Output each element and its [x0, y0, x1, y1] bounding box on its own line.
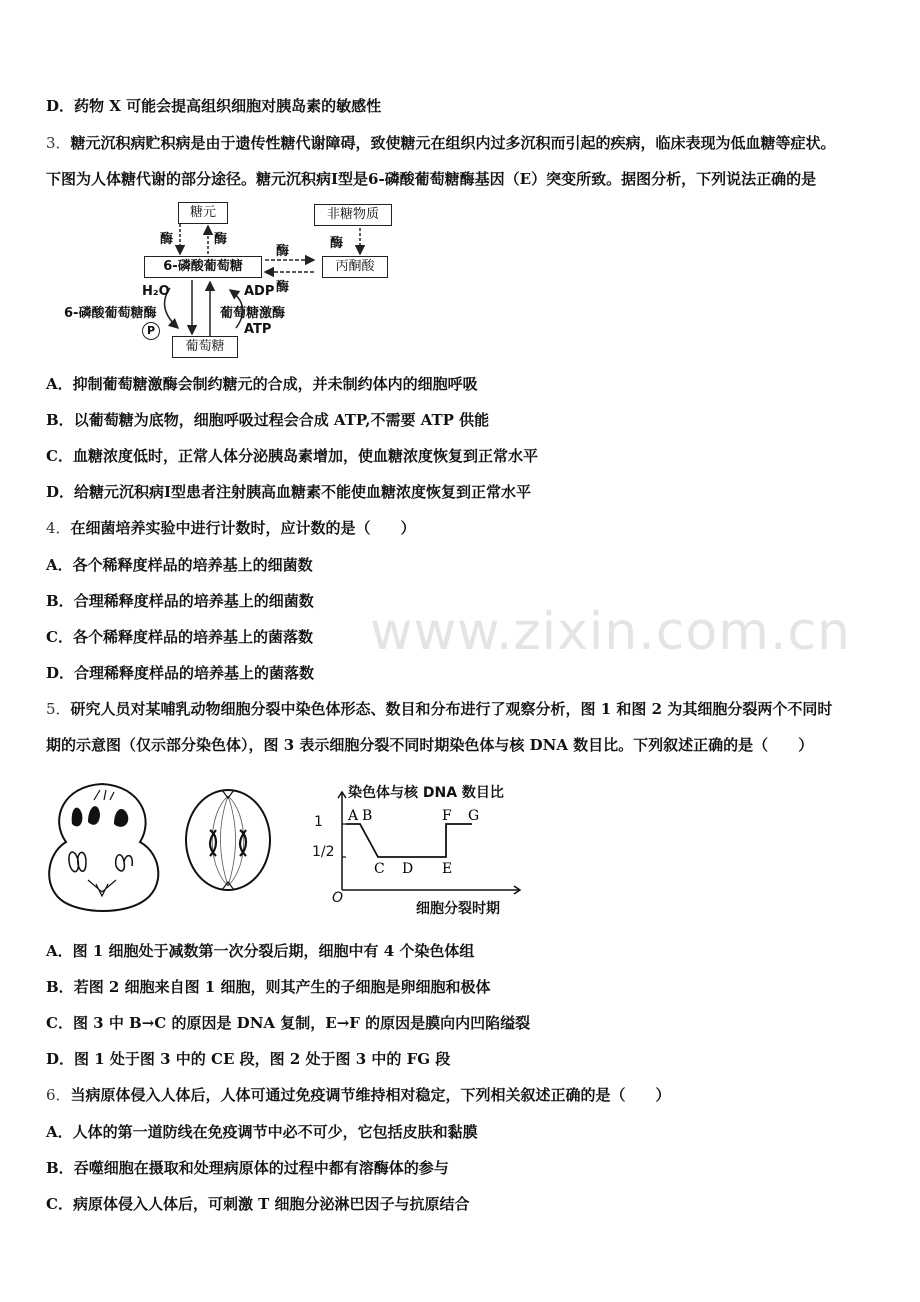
ytick-label: 1/2 [312, 844, 335, 860]
h2o-label: H₂O [142, 284, 170, 299]
option-text: 血糖浓度低时，正常人体分泌胰岛素增加，使血糖浓度恢复到正常水平 [72, 447, 538, 465]
stem-text: 糖元沉积病贮积病是由于遗传性糖代谢障碍，致使糖元在组织内过多沉积而引起的疾病，临床表现为低血糖等症状。 [70, 134, 836, 152]
option-text: 吞噬细胞在摄取和处理病原体的过程中都有溶酶体的参与 [73, 1159, 449, 1177]
option-text: 图 1 细胞处于减数第一次分裂后期，细胞中有 4 个染色体组 [72, 942, 475, 960]
stem-text: 当病原体侵入人体后，人体可通过免疫调节维持相对稳定，下列相关叙述正确的是（ ） [70, 1086, 671, 1104]
option-letter: B． [46, 411, 74, 429]
point-label: A [348, 808, 359, 824]
q5-stem-line1 [46, 699, 832, 719]
x-axis-label: 细胞分裂时期 [416, 901, 500, 917]
glucose-metabolism-diagram [60, 196, 410, 364]
atp-label: ATP [244, 322, 272, 337]
option-letter: A． [46, 556, 73, 574]
q3-stem-line2: 下图为人体糖代谢的部分途径。糖元沉积病I型是6-磷酸葡萄糖酶基因（E）突变所致。据图分析，下列说法正确的是 [46, 170, 817, 188]
option-text: 合理稀释度样品的培养基上的菌落数 [74, 664, 315, 682]
question-number: 3． [46, 134, 71, 152]
stem-text: 研究人员对某哺乳动物细胞分裂中染色体形态、数目和分布进行了观察分析，图 1 和图 2 为其细胞分裂两个不同时 [70, 700, 833, 718]
g6pase-label: 6-磷酸葡萄糖酶 [64, 306, 157, 321]
option-text: 人体的第一道防线在免疫调节中必不可少，它包括皮肤和黏膜 [72, 1123, 478, 1141]
q3-option-b [46, 410, 489, 430]
q2-option-d [46, 96, 381, 116]
q4-option-a [46, 555, 313, 575]
question-number: 4． [46, 519, 71, 537]
q3-stem-line1 [46, 133, 836, 153]
non-sugar-box: 非糖物质 [314, 204, 392, 226]
option-text: 图 1 处于图 3 中的 CE 段，图 2 处于图 3 中的 FG 段 [74, 1050, 451, 1068]
option-letter: C． [46, 447, 73, 465]
point-label: G [468, 808, 480, 824]
enzyme-label: 酶 [276, 244, 290, 259]
enzyme-label: 酶 [214, 232, 228, 247]
q3-option-c [46, 446, 538, 466]
option-letter: D． [46, 97, 75, 115]
option-text: 图 3 中 B→C 的原因是 DNA 复制，E→F 的原因是膜向内凹陷缢裂 [72, 1014, 531, 1032]
point-label: E [442, 861, 453, 877]
q3-option-d [46, 482, 531, 502]
chart-title: 染色体与核 DNA 数目比 [348, 785, 504, 801]
ytick-label: 1 [314, 814, 323, 830]
glycogen-box: 糖元 [178, 202, 228, 224]
adp-label: ADP [244, 284, 275, 299]
option-text: 若图 2 细胞来自图 1 细胞，则其产生的子细胞是卵细胞和极体 [73, 978, 491, 996]
q5-option-c [46, 1013, 530, 1033]
option-text: 以葡萄糖为底物，细胞呼吸过程会合成 ATP,不需要 ATP 供能 [73, 411, 490, 429]
option-text: 病原体侵入人体后，可刺激 T 细胞分泌淋巴因子与抗原结合 [72, 1195, 470, 1213]
enzyme-label: 酶 [276, 280, 290, 295]
option-text: 合理稀释度样品的培养基上的细菌数 [73, 592, 314, 610]
q5-option-b [46, 977, 490, 997]
stem-text: 在细菌培养实验中进行计数时，应计数的是（ ） [70, 519, 416, 537]
g6p-box: 6-磷酸葡萄糖 [144, 256, 262, 278]
option-letter: C． [46, 1195, 73, 1213]
q4-stem [46, 518, 416, 538]
option-text: 各个稀释度样品的培养基上的细菌数 [72, 556, 313, 574]
chart-plot [306, 778, 530, 918]
q3-option-a [46, 374, 478, 394]
point-label: F [442, 808, 452, 824]
option-text: 抑制葡萄糖激酶会制约糖元的合成，并未制约体内的细胞呼吸 [72, 375, 478, 393]
point-label: C [374, 861, 385, 877]
q5-stem-line2: 期的示意图（仅示部分染色体），图 3 表示细胞分裂不同时期染色体与核 DNA 数目比。下列叙述正确的是（ ） [46, 736, 814, 754]
q6-option-b [46, 1158, 449, 1178]
option-letter: A． [46, 375, 73, 393]
option-letter: D． [46, 1050, 75, 1068]
enzyme-label: 酶 [160, 232, 174, 247]
figure-3-chart [306, 778, 530, 918]
pyruvate-box: 丙酮酸 [322, 256, 388, 278]
option-text: 药物 X 可能会提高组织细胞对胰岛素的敏感性 [74, 97, 382, 115]
option-letter: A． [46, 942, 73, 960]
option-letter: B． [46, 978, 74, 996]
point-label: D [402, 861, 414, 877]
series-line [346, 824, 472, 857]
q5-option-a [46, 941, 474, 961]
q4-option-c [46, 627, 313, 647]
option-letter: D． [46, 664, 75, 682]
q6-option-c [46, 1194, 470, 1214]
watermark: www.zixin.com.cn [370, 602, 851, 662]
q6-stem [46, 1085, 671, 1105]
q4-option-b [46, 591, 314, 611]
glucokinase-label: 葡萄糖激酶 [220, 306, 286, 321]
figure-1-cell [44, 780, 164, 912]
option-letter: A． [46, 1123, 73, 1141]
origin-label: O [332, 890, 344, 906]
q6-option-a [46, 1122, 478, 1142]
point-label: B [362, 808, 373, 824]
q4-option-d [46, 663, 314, 683]
question-number: 5． [46, 700, 71, 718]
option-letter: C． [46, 628, 73, 646]
question-number: 6． [46, 1086, 71, 1104]
option-letter: C． [46, 1014, 73, 1032]
glucose-box: 葡萄糖 [172, 336, 238, 358]
enzyme-label: 酶 [330, 236, 344, 251]
option-letter: B． [46, 592, 74, 610]
option-text: 给糖元沉积病I型患者注射胰高血糖素不能使血糖浓度恢复到正常水平 [74, 483, 532, 501]
figure-2-cell [178, 784, 278, 898]
q5-option-d [46, 1049, 450, 1069]
phosphate-icon: P [142, 322, 160, 340]
option-letter: D． [46, 483, 75, 501]
option-text: 各个稀释度样品的培养基上的菌落数 [72, 628, 313, 646]
option-letter: B． [46, 1159, 74, 1177]
